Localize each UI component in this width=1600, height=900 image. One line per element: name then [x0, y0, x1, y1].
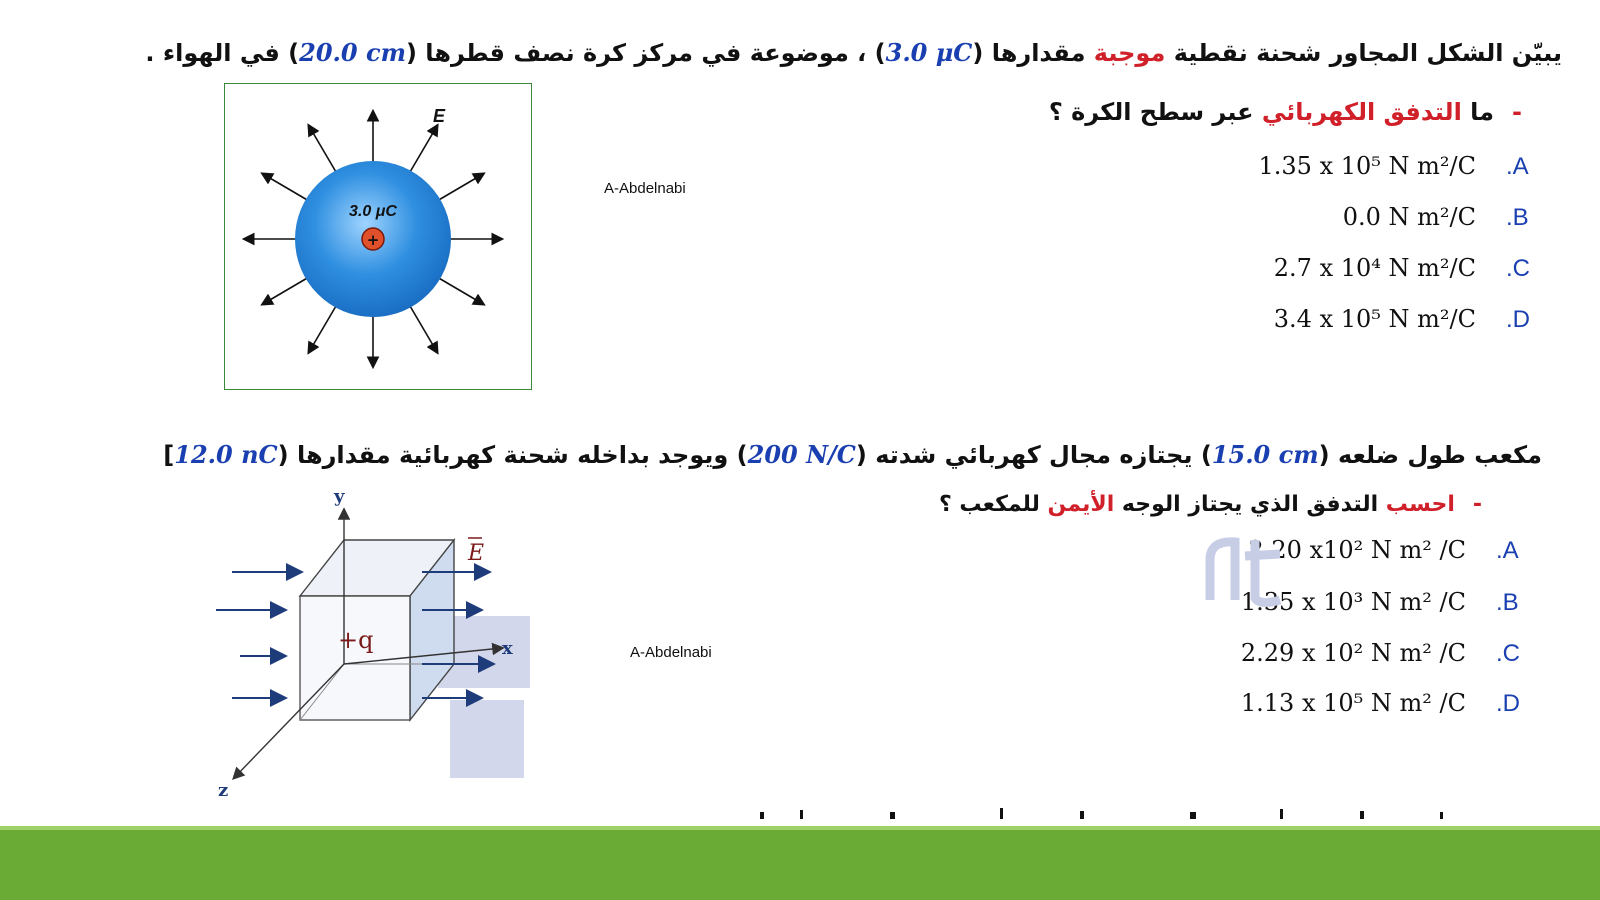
figure-charged-sphere — [224, 83, 532, 390]
q1-option-d-value: 3.4 x 10⁵ N m²/C — [1273, 305, 1476, 333]
q1-option-a-value: 1.35 x 10⁵ N m²/C — [1258, 152, 1476, 180]
z-axis-label: z — [218, 780, 229, 801]
sphere-diagram — [225, 84, 531, 389]
watermark-glyph — [1200, 520, 1290, 610]
q2-stem-mid1: ) يجتازه مجال كهربائي شدته ( — [855, 441, 1212, 469]
q1-option-c[interactable] — [1274, 254, 1540, 283]
cut-off-text-line — [760, 805, 1460, 819]
q1-option-a[interactable] — [1259, 152, 1540, 181]
q2-field-value: 200 N/C — [747, 440, 856, 469]
q2-option-a-label: .A — [1496, 537, 1519, 564]
q1-stem-mid2: ) ، موضوعة في مركز كرة نصف قطرها ( — [405, 39, 886, 67]
question-2-stem — [163, 440, 1542, 469]
q1-option-c-label: .C — [1506, 255, 1530, 282]
q2-stem-mid2: ) ويوجد بداخله شحنة كهربائية مقدارها ( — [277, 441, 748, 469]
q1-option-b-value: 0.0 N m²/C — [1342, 203, 1476, 231]
q2-stem-pre: مكعب طول ضلعه ( — [1318, 441, 1542, 469]
watermark-block — [450, 700, 524, 778]
q2-charge-value: 12.0 nC — [174, 440, 278, 469]
cut-text-fragments — [760, 806, 1460, 819]
q2-option-a-value: 2.20 x10² N m² /C — [1248, 536, 1466, 564]
q1-option-c-value: 2.7 x 10⁴ N m²/C — [1273, 254, 1476, 282]
q1-stem-pre: يبيّن الشكل المجاور شحنة نقطية — [1165, 39, 1562, 67]
q1-sub-pre: ما — [1461, 98, 1495, 126]
x-axis-label: x — [502, 638, 513, 659]
q1-sub-red: التدفق الكهربائي — [1261, 98, 1462, 126]
question-2-subquestion — [939, 492, 1482, 517]
q1-option-b-label: .B — [1506, 204, 1529, 231]
z-axis — [234, 664, 344, 778]
q2-sub-post: للمكعب ؟ — [938, 492, 1048, 517]
q2-option-b-label: .B — [1496, 589, 1519, 616]
sphere-charge-label: 3.0 μC — [349, 203, 397, 220]
e-field-label: E — [468, 541, 485, 566]
q1-sub-post: عبر سطح الكرة ؟ — [1048, 98, 1262, 126]
q1-stem-red: موجبة — [1093, 39, 1166, 67]
q1-option-b[interactable] — [1343, 203, 1540, 232]
q2-option-c-label: .C — [1496, 640, 1520, 667]
q2-sub-mid: التدفق الذي يجتاز الوجه — [1114, 492, 1386, 517]
cube-front-face — [300, 596, 410, 720]
charge-q-label: +q — [338, 626, 374, 654]
q2-option-c[interactable] — [1241, 639, 1530, 668]
q1-sub-dash: - — [1512, 98, 1522, 126]
q2-sub-red2: الأيمن — [1047, 492, 1115, 517]
q1-option-d-label: .D — [1506, 306, 1530, 333]
q1-charge-value: 3.0 μC — [885, 38, 973, 67]
q2-option-d-value: 1.13 x 10⁵ N m² /C — [1240, 689, 1466, 717]
q1-option-d[interactable] — [1274, 305, 1540, 334]
y-axis-label: y — [334, 488, 345, 507]
footer-bar — [0, 830, 1600, 900]
q2-sub-dash: - — [1472, 492, 1482, 517]
q1-radius-value: 20.0 cm — [299, 38, 406, 67]
cube-diagram — [212, 488, 530, 806]
question-1-subquestion — [1049, 98, 1522, 126]
q2-option-d-label: .D — [1496, 690, 1520, 717]
q1-stem-mid1: مقدارها ( — [972, 39, 1094, 67]
q1-option-a-label: .A — [1506, 153, 1529, 180]
watermark-shape — [1200, 520, 1290, 610]
q1-credit: A-Abdelnabi — [604, 180, 686, 197]
e-field-label: E — [433, 106, 446, 126]
figure-cube-field — [212, 488, 530, 806]
q2-option-c-value: 2.29 x 10² N m² /C — [1240, 639, 1466, 667]
q2-option-a[interactable] — [1249, 536, 1530, 565]
q2-credit: A-Abdelnabi — [630, 644, 712, 661]
q2-sub-red1: احسب — [1385, 492, 1455, 517]
question-1-stem — [145, 38, 1562, 67]
q1-stem-post: ) في الهواء . — [145, 39, 300, 67]
plus-sign: + — [366, 231, 380, 249]
q2-stem-post: ] — [163, 441, 175, 469]
q2-option-d[interactable] — [1241, 689, 1530, 718]
q2-side-value: 15.0 cm — [1211, 440, 1319, 469]
q2-option-b-value: 1.35 x 10³ N m² /C — [1240, 588, 1466, 616]
